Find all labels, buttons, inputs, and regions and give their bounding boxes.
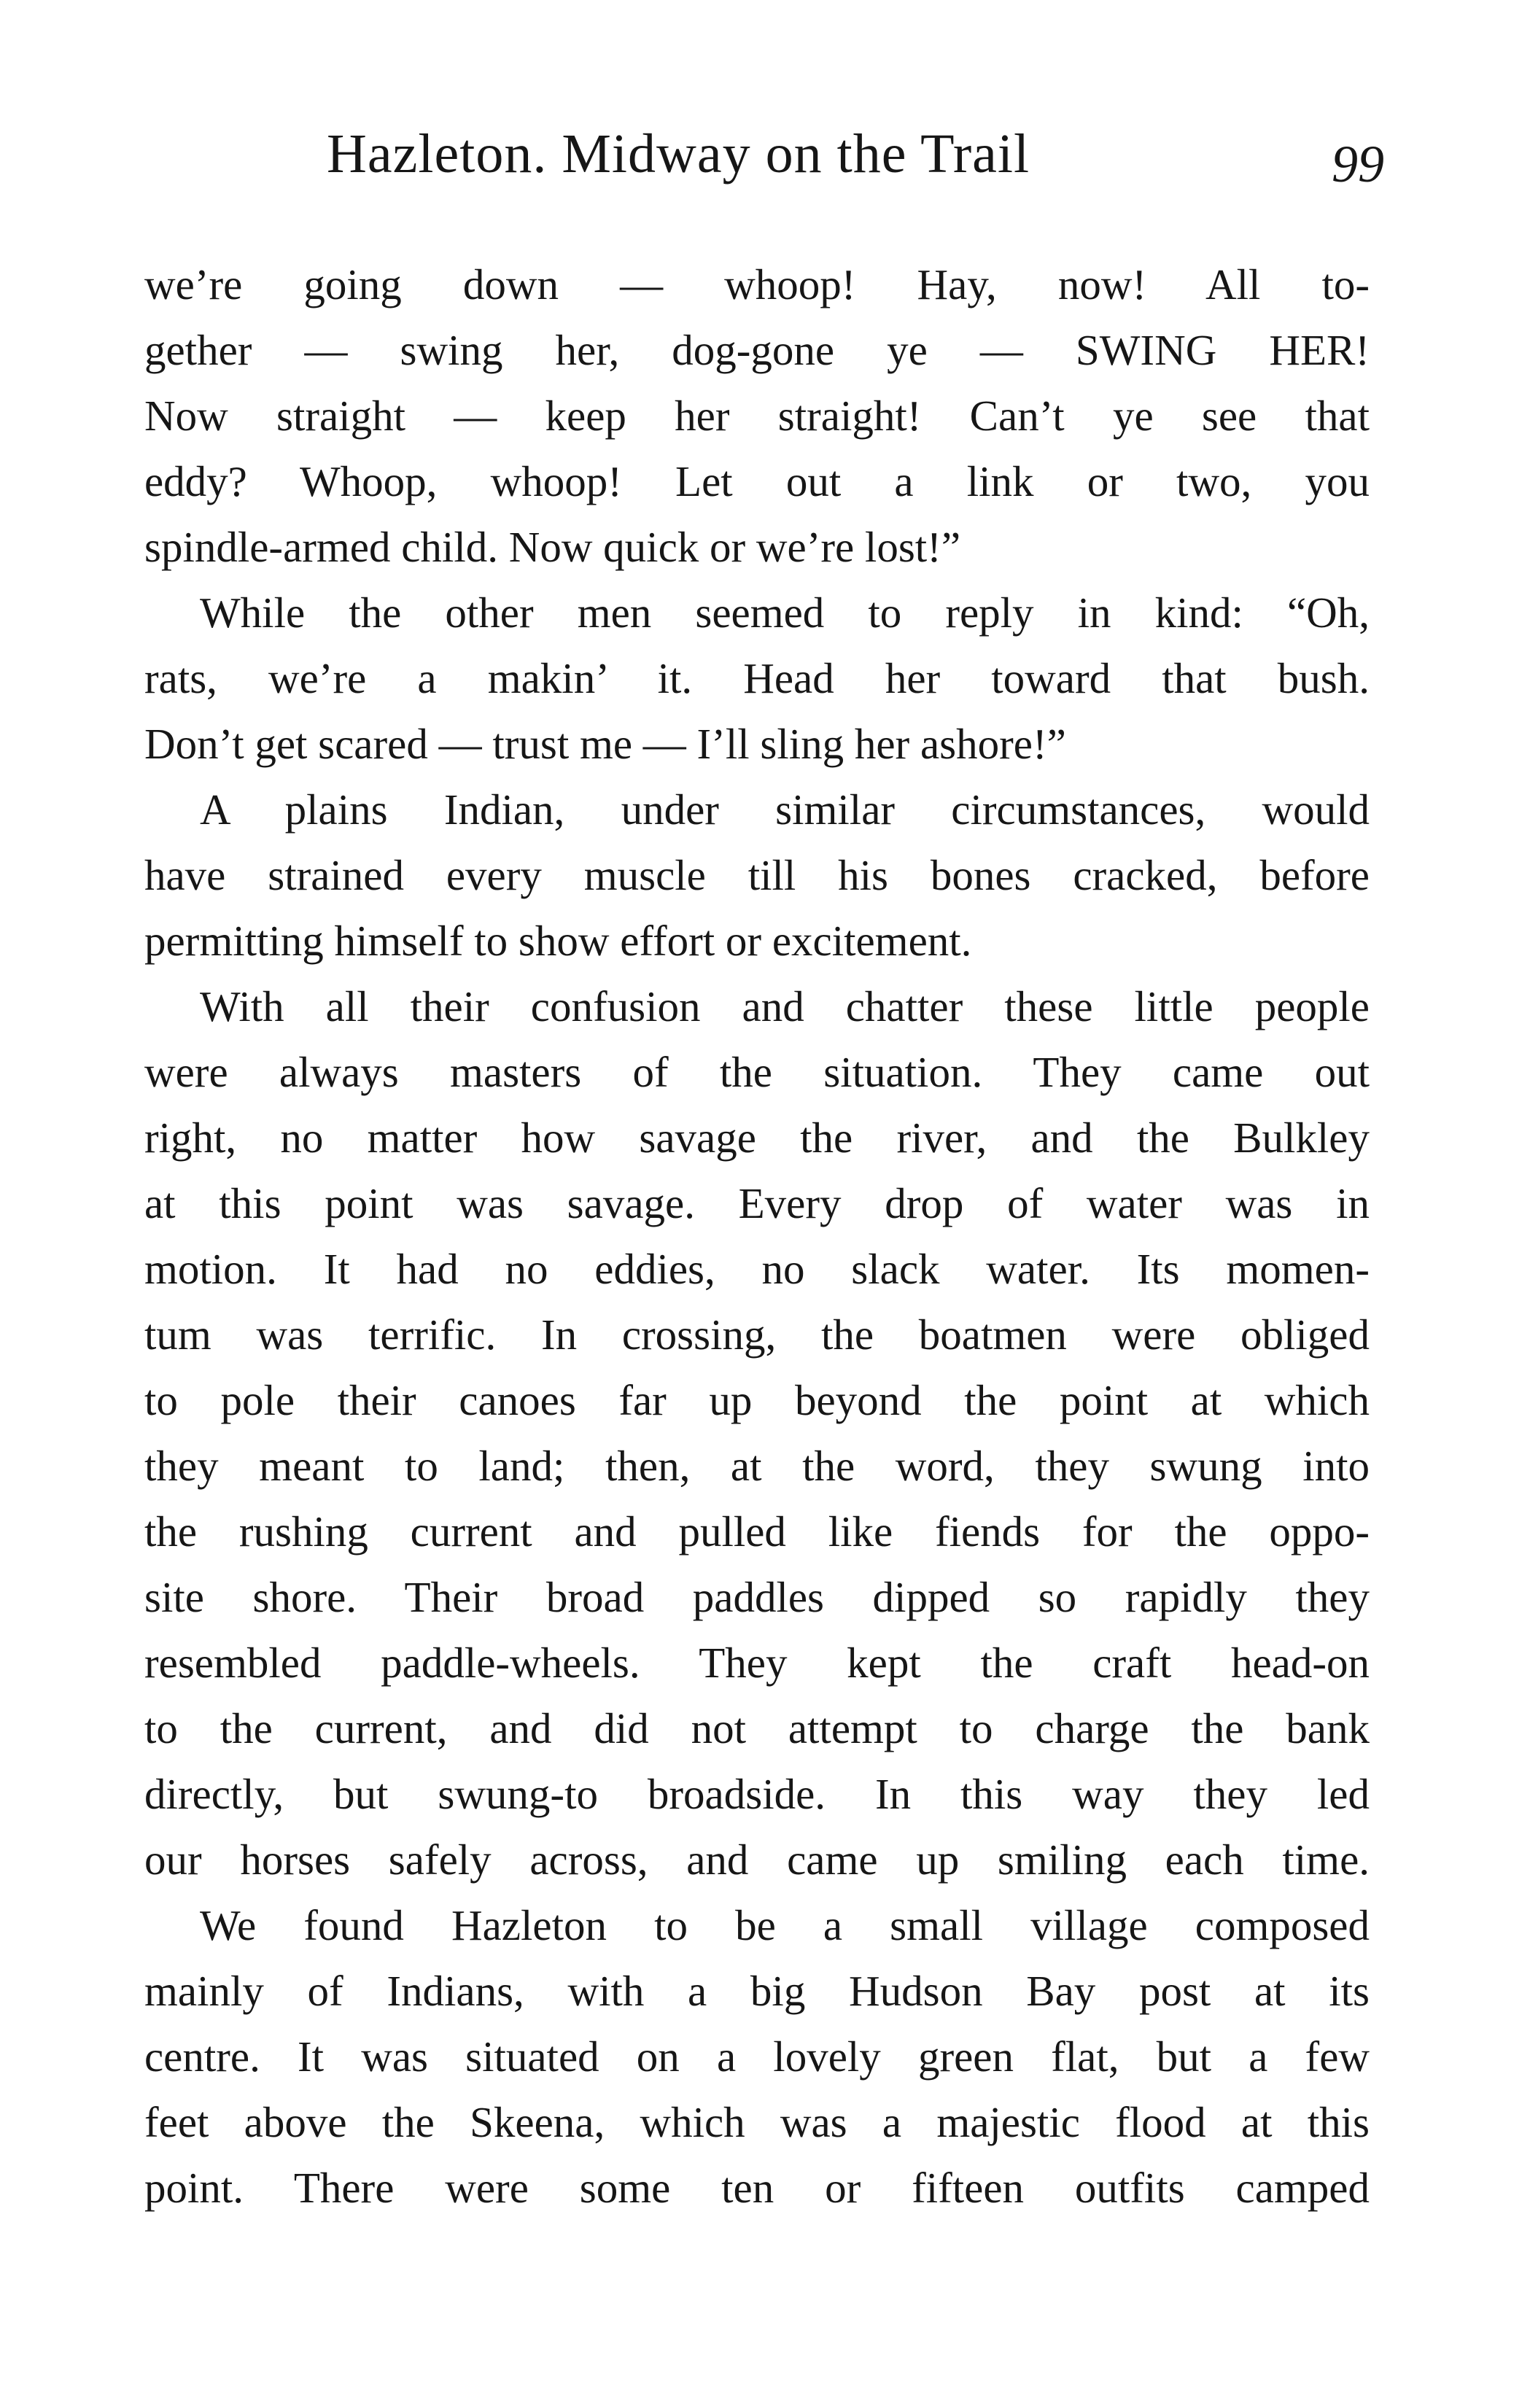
text-line: they meant to land; then, at the word, they swung into bbox=[144, 1442, 1370, 1490]
text-line: centre. It was situated on a lovely green flat, but a few bbox=[144, 2032, 1370, 2081]
text-line: point. There were some ten or fifteen outfits camped bbox=[144, 2164, 1370, 2212]
text-line: to pole their canoes far up beyond the point at which bbox=[144, 1376, 1370, 1424]
text-line: the rushing current and pulled like fiends for the oppo- bbox=[144, 1507, 1370, 1556]
body-text bbox=[144, 252, 1370, 2221]
text-line: right, no matter how savage the river, and the Bulkley bbox=[144, 1114, 1370, 1162]
running-title: Hazleton. Midway on the Trail bbox=[327, 123, 1030, 185]
text-line: While the other men seemed to reply in kind: “Oh, bbox=[200, 589, 1370, 637]
text-line: we’re going down — whoop! Hay, now! All to- bbox=[144, 260, 1370, 308]
page-header bbox=[327, 123, 1384, 203]
paragraph bbox=[144, 580, 1370, 777]
text-line: feet above the Skeena, which was a majestic flood at this bbox=[144, 2098, 1370, 2146]
text-line: were always masters of the situation. They came out bbox=[144, 1048, 1370, 1096]
text-line: our horses safely across, and came up smiling each time. bbox=[144, 1836, 1370, 1884]
text-line: motion. It had no eddies, no slack water. Its momen- bbox=[144, 1245, 1370, 1293]
text-line: have strained every muscle till his bones cracked, before bbox=[144, 851, 1370, 899]
text-line: rats, we’re a makin’ it. Head her toward that bush. bbox=[144, 654, 1370, 702]
text-line: spindle-armed child. Now quick or we’re lost!” bbox=[144, 523, 961, 571]
text-line: mainly of Indians, with a big Hudson Bay post at its bbox=[144, 1967, 1370, 2015]
paragraph bbox=[144, 777, 1370, 974]
page-number: 99 bbox=[1332, 135, 1384, 193]
text-line: at this point was savage. Every drop of water was in bbox=[144, 1179, 1370, 1227]
text-line: Now straight — keep her straight! Can’t ye see that bbox=[144, 392, 1370, 440]
text-line: We found Hazleton to be a small village composed bbox=[200, 1901, 1370, 1949]
text-line: With all their confusion and chatter these little people bbox=[200, 982, 1370, 1030]
text-line: gether — swing her, dog-gone ye — SWING HER! bbox=[144, 326, 1370, 374]
paragraph bbox=[144, 974, 1370, 1892]
text-line: eddy? Whoop, whoop! Let out a link or two, you bbox=[144, 457, 1370, 505]
text-line: tum was terrific. In crossing, the boatmen were obliged bbox=[144, 1310, 1370, 1359]
paragraph bbox=[144, 1892, 1370, 2221]
text-line: to the current, and did not attempt to charge the bank bbox=[144, 1704, 1370, 1752]
text-line: Don’t get scared — trust me — I’ll sling her ashore!” bbox=[144, 720, 1066, 768]
text-line: A plains Indian, under similar circumstances, would bbox=[200, 785, 1370, 834]
text-line: directly, but swung-to broadside. In this way they led bbox=[144, 1770, 1370, 1818]
text-line: site shore. Their broad paddles dipped so rapidly they bbox=[144, 1573, 1370, 1621]
text-line: permitting himself to show effort or excitement. bbox=[144, 917, 972, 965]
paragraph bbox=[144, 252, 1370, 580]
text-line: resembled paddle-wheels. They kept the craft head-on bbox=[144, 1639, 1370, 1687]
